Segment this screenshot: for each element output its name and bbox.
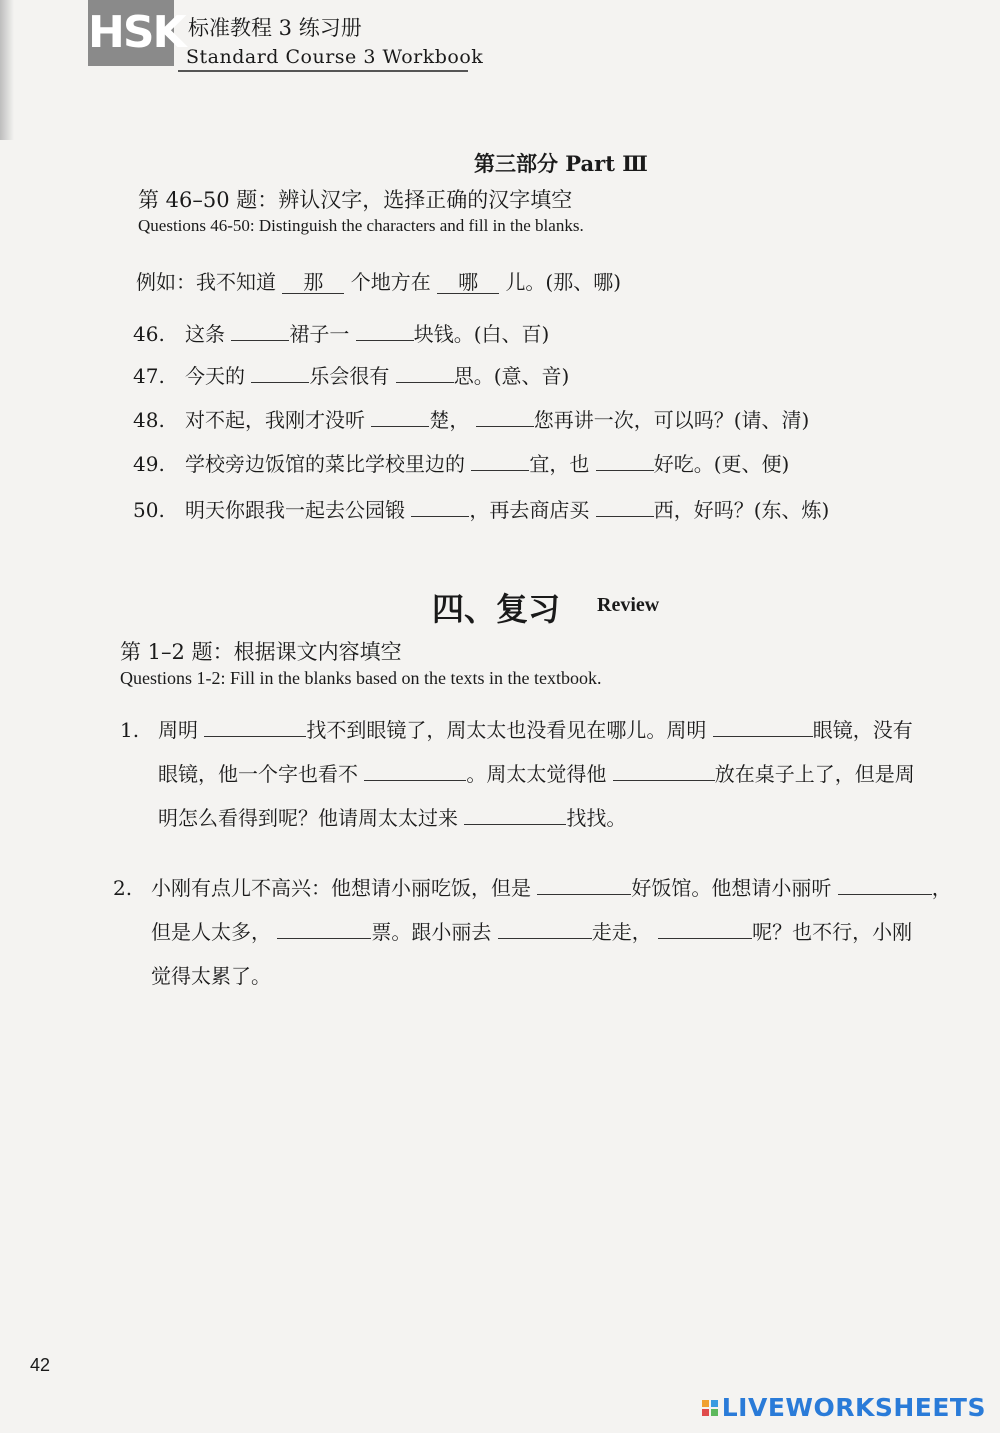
question-number: 47. (133, 364, 165, 388)
question-text: 眼镜，没有 (812, 718, 913, 742)
question-text: 周明 (158, 718, 198, 742)
liveworksheets-logo (702, 1393, 986, 1422)
question-text: ， (931, 876, 952, 900)
answer-blank[interactable] (658, 916, 752, 939)
question-text: 小刚有点儿不高兴：他想请小丽吃饭，但是 (151, 876, 531, 900)
question-text: 西，好吗？(东、炼) (653, 498, 830, 522)
example-text-2: 个地方在 (350, 270, 431, 294)
question-text: 好吃。(更、便) (653, 452, 790, 476)
answer-blank[interactable] (537, 872, 631, 895)
question-text: 找找。 (566, 806, 627, 830)
review-question-2 (113, 866, 952, 998)
review-instruction-en: Questions 1-2: Fill in the blanks based on the texts in the textbook. (120, 668, 602, 688)
review-title-en: Review (597, 594, 660, 616)
answer-blank[interactable] (476, 426, 534, 427)
question-text: 您再讲一次，可以吗？(请、清) (533, 408, 810, 432)
answer-blank[interactable] (596, 516, 654, 517)
question-text: 呢？也不行，小刚 (752, 920, 913, 944)
example-text-1: 我不知道 (196, 270, 276, 294)
question-number: 46. (133, 322, 165, 346)
review-question-1 (120, 708, 915, 840)
part3-instruction-en: Questions 46-50: Distinguish the characters and fill in the blanks. (138, 216, 584, 235)
question-text: 眼镜，他一个字也看不 (158, 762, 358, 786)
answer-blank[interactable] (464, 802, 566, 825)
question-text: 块钱。(白、百) (413, 322, 550, 346)
question-50 (133, 494, 829, 523)
answer-blank[interactable] (498, 916, 592, 939)
part3-instruction-cn: 第 46–50 题：辨认汉字，选择正确的汉字填空 (138, 188, 573, 212)
question-text: 但是人太多， (151, 920, 271, 944)
hsk-logo: HSK (88, 0, 174, 66)
question-text: 票。跟小丽去 (371, 920, 492, 944)
example-line (136, 266, 621, 295)
question-text: 裙子一 (289, 322, 350, 346)
example-answer-1: 那 (282, 271, 344, 294)
question-number: 50. (133, 498, 165, 522)
answer-blank[interactable] (613, 758, 715, 781)
question-text: 走走， (591, 920, 652, 944)
book-title-en: Standard Course 3 Workbook (186, 46, 484, 68)
question-text: 明怎么看得到呢？他请周太太过来 (158, 806, 458, 830)
example-answer-2: 哪 (437, 271, 499, 294)
answer-blank[interactable] (204, 714, 306, 737)
question-number: 2. (113, 876, 133, 900)
question-46 (133, 318, 549, 347)
question-text: 放在桌子上了，但是周 (714, 762, 915, 786)
review-title: 四、复习 (432, 590, 561, 628)
question-text: 找不到眼镜了，周太太也没看见在哪儿。周明 (306, 718, 707, 742)
book-title-cn: 标准教程 3 练习册 (188, 16, 362, 40)
part3-title: 第三部分 Part Ⅲ (474, 151, 648, 176)
liveworksheets-brand: LIVEWORKSHEETS (721, 1393, 986, 1422)
answer-blank[interactable] (356, 340, 414, 341)
answer-blank[interactable] (713, 714, 813, 737)
question-number: 49. (133, 452, 165, 476)
example-text-3: 儿。(那、哪) (505, 270, 622, 294)
answer-blank[interactable] (231, 340, 289, 341)
page-number: 42 (30, 1355, 51, 1375)
answer-blank[interactable] (396, 382, 454, 383)
question-text: ，再去商店买 (469, 498, 590, 522)
question-text: 学校旁边饭馆的菜比学校里边的 (185, 452, 465, 476)
answer-blank[interactable] (471, 470, 529, 471)
question-text: 好饭馆。他想请小丽听 (631, 876, 832, 900)
answer-blank[interactable] (371, 426, 429, 427)
question-number: 48. (133, 408, 165, 432)
question-48 (133, 404, 809, 433)
question-47 (133, 360, 569, 389)
answer-blank[interactable] (277, 916, 371, 939)
question-49 (133, 448, 789, 477)
answer-blank[interactable] (411, 516, 469, 517)
example-label: 例如： (136, 270, 196, 294)
question-text: 乐会很有 (309, 364, 390, 388)
question-text: 觉得太累了。 (151, 964, 271, 988)
question-text: 今天的 (185, 364, 245, 388)
question-text: 宜，也 (529, 452, 590, 476)
answer-blank[interactable] (838, 872, 932, 895)
question-text: 这条 (185, 322, 225, 346)
header-rule (178, 70, 468, 72)
question-text: 。周太太觉得他 (466, 762, 607, 786)
answer-blank[interactable] (364, 758, 466, 781)
answer-blank[interactable] (251, 382, 309, 383)
question-number: 1. (120, 718, 140, 742)
page-binding-shadow (0, 0, 14, 140)
question-text: 思。(意、音) (453, 364, 570, 388)
review-instruction-cn: 第 1–2 题：根据课文内容填空 (120, 640, 402, 664)
question-text: 明天你跟我一起去公园锻 (185, 498, 405, 522)
liveworksheets-icon (702, 1400, 718, 1416)
question-text: 对不起，我刚才没听 (185, 408, 365, 432)
question-text: 楚， (429, 408, 470, 432)
answer-blank[interactable] (596, 470, 654, 471)
